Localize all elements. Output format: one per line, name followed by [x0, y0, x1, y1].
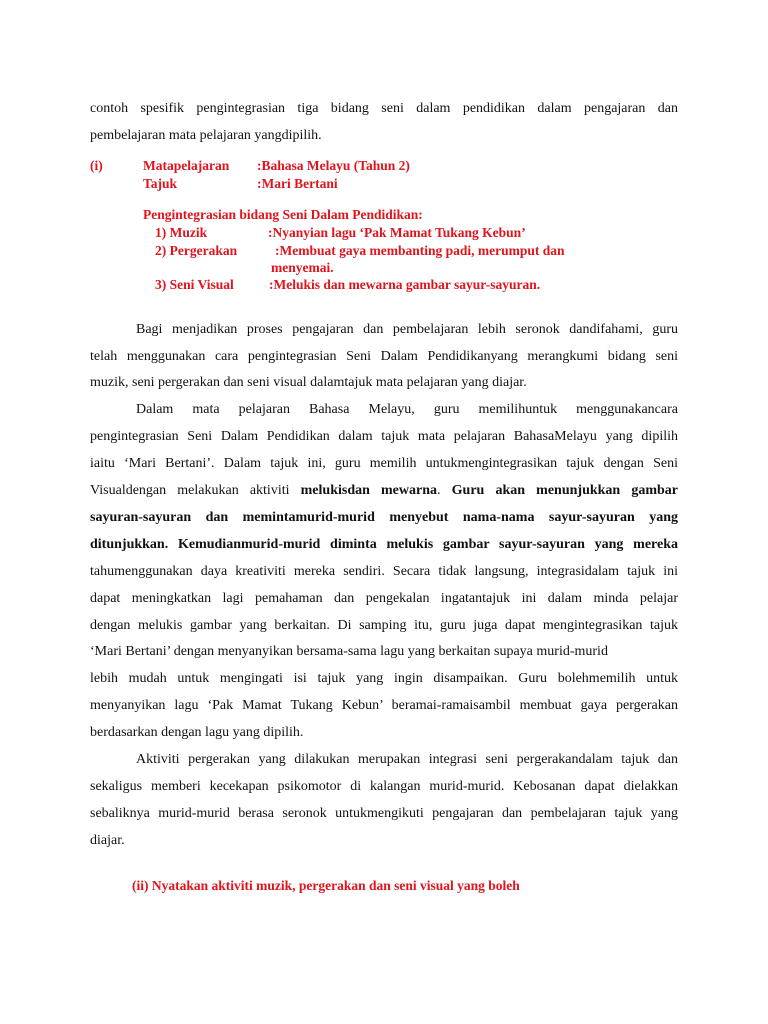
para1-line-3: muzik, seni pergerakan dan seni visual dalamtajuk mata pelajaran yang diajar. [90, 375, 527, 390]
para2-line-4-plain: Visualdengan melakukan aktiviti [90, 483, 290, 498]
para2-line-2: pengintegrasian Seni Dalam Pendidikan dalam tajuk mata pelajaran BahasaMelayu yang dipilih [90, 429, 678, 444]
para2-line-9: dengan melukis gambar yang berkaitan. Di samping itu, guru juga dapat mengintegrasikan tajuk [90, 618, 678, 633]
intro-line-2: pembelajaran mata pelajaran yangdipilih. [90, 128, 322, 143]
item-seni-visual-value: :Melukis dan mewarna gambar sayur-sayuran. [269, 277, 541, 292]
item-pergerakan-value: :Membuat gaya membanting padi, merumput dan [275, 243, 565, 258]
item-muzik-value: :Nyanyian lagu ‘Pak Mamat Tukang Kebun’ [268, 225, 526, 240]
intro-line-1: contoh spesifik pengintegrasian tiga bidang seni dalam pendidikan dalam pengajaran dan [90, 101, 678, 116]
section-ii-heading: (ii) Nyatakan aktiviti muzik, pergerakan dan seni visual yang boleh [132, 878, 520, 893]
para2-line-4 [90, 482, 678, 500]
para1-line-1: Bagi menjadikan proses pengajaran dan pembelajaran lebih seronok dandifahami, guru [136, 322, 678, 337]
item-pergerakan-label: 2) Pergerakan [155, 243, 238, 258]
item-muzik-label: 1) Muzik [155, 225, 208, 240]
para3-line-2: sekaligus memberi kecekapan psikomotor di kalangan murid-murid. Kebosanan dapat dielakkan [90, 779, 678, 794]
section-marker-i: (i) [90, 158, 103, 173]
para2-line-4-bold-2: Guru akan menunjukkan gambar [451, 483, 679, 498]
subject-value: :Bahasa Melayu (Tahun 2) [257, 158, 410, 173]
item-seni-visual-label: 3) Seni Visual [155, 277, 234, 292]
para2-line-4-bold-1: melukisdan mewarna [300, 483, 438, 498]
para2-line-11: lebih mudah untuk mengingati isi tajuk yang ingin disampaikan. Guru bolehmemilih untuk [90, 671, 678, 686]
integration-heading: Pengintegrasian bidang Seni Dalam Pendidikan: [143, 207, 423, 222]
para2-line-12: menyanyikan lagu ‘Pak Mamat Tukang Kebun’ beramai-ramaisambil membuat gaya pergerakan [90, 698, 678, 713]
para3-line-3: sebaliknya murid-murid berasa seronok untukmengikuti pengajaran dan pembelajaran tajuk yang [90, 806, 678, 821]
para2-line-4-dot: . [437, 483, 441, 498]
para1-line-2: telah menggunakan cara pengintegrasian Seni Dalam Pendidikanyang merangkumi bidang seni [90, 349, 678, 364]
para2-line-10: ‘Mari Bertani’ dengan menyanyikan bersama-sama lagu yang berkaitan supaya murid-murid [90, 644, 608, 659]
para3-line-1: Aktiviti pergerakan yang dilakukan merupakan integrasi seni pergerakandalam tajuk dan [136, 752, 678, 767]
para2-line-5: sayuran-sayuran dan memintamurid-murid menyebut nama-nama sayur-sayuran yang [90, 510, 678, 525]
para2-line-8: dapat meningkatkan lagi pemahaman dan pengekalan ingatantajuk ini dalam minda pelajar [90, 591, 678, 606]
para2-line-6: ditunjukkan. Kemudianmurid-murid diminta melukis gambar sayur-sayuran yang mereka [90, 537, 678, 552]
subject-label: Matapelajaran [143, 158, 230, 173]
para2-line-7: tahumenggunakan daya kreativiti mereka sendiri. Secara tidak langsung, integrasidalam tajuk ini [90, 564, 678, 579]
topic-label: Tajuk [143, 176, 178, 191]
para2-line-3: iaitu ‘Mari Bertani’. Dalam tajuk ini, guru memilih untukmengintegrasikan tajuk dengan Seni [90, 456, 678, 471]
item-pergerakan-value-cont: menyemai. [271, 260, 334, 275]
para2-line-13: berdasarkan dengan lagu yang dipilih. [90, 725, 304, 740]
para3-line-4: diajar. [90, 833, 125, 848]
para2-line-1: Dalam mata pelajaran Bahasa Melayu, guru memilihuntuk menggunakancara [136, 402, 678, 417]
topic-value: :Mari Bertani [257, 176, 338, 191]
